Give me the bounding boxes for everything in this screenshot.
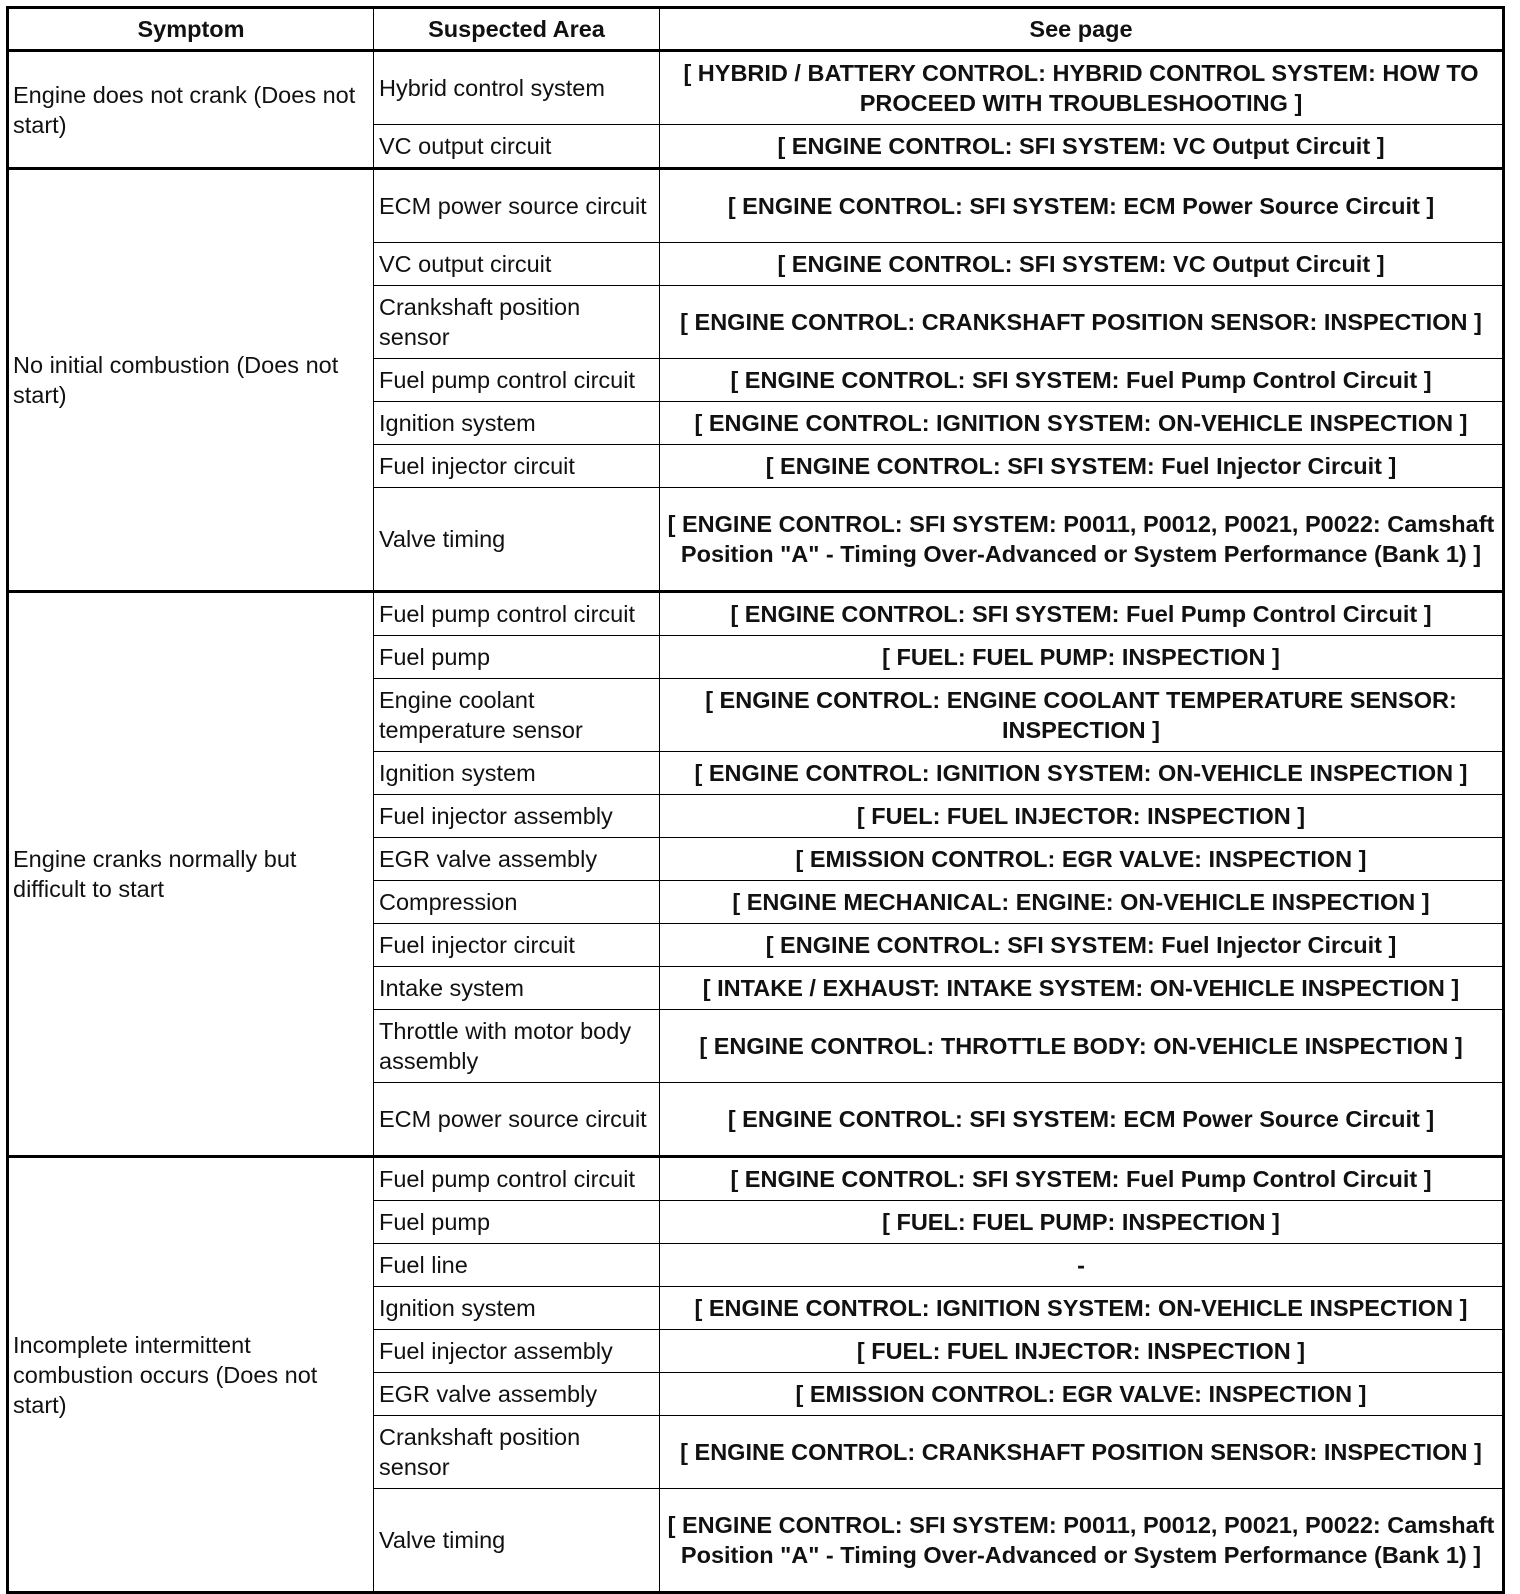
see-page-cell: [ ENGINE CONTROL: SFI SYSTEM: Fuel Pump Control Circuit ] (660, 592, 1504, 636)
suspected-area-cell: EGR valve assembly (374, 838, 660, 881)
see-page-cell: [ ENGINE CONTROL: CRANKSHAFT POSITION SENSOR: INSPECTION ] (660, 286, 1504, 359)
see-page-cell: [ FUEL: FUEL PUMP: INSPECTION ] (660, 636, 1504, 679)
suspected-area-cell: Fuel injector assembly (374, 1330, 660, 1373)
see-page-cell: [ ENGINE CONTROL: SFI SYSTEM: P0011, P0012, P0021, P0022: Camshaft Position "A" - Timing Over-Advanced or System Performance (Bank 1) ] (660, 488, 1504, 592)
see-page-cell: [ ENGINE CONTROL: SFI SYSTEM: Fuel Pump Control Circuit ] (660, 359, 1504, 402)
suspected-area-cell: Valve timing (374, 1489, 660, 1593)
see-page-cell: [ ENGINE CONTROL: IGNITION SYSTEM: ON-VEHICLE INSPECTION ] (660, 1287, 1504, 1330)
see-page-cell: [ ENGINE CONTROL: CRANKSHAFT POSITION SENSOR: INSPECTION ] (660, 1416, 1504, 1489)
suspected-area-cell: Fuel pump control circuit (374, 592, 660, 636)
suspected-area-cell: Ignition system (374, 752, 660, 795)
suspected-area-cell: Fuel pump control circuit (374, 1157, 660, 1201)
see-page-cell: [ FUEL: FUEL INJECTOR: INSPECTION ] (660, 1330, 1504, 1373)
suspected-area-cell: Ignition system (374, 1287, 660, 1330)
symptom-group (8, 169, 1504, 592)
see-page-cell: [ ENGINE CONTROL: SFI SYSTEM: ECM Power Source Circuit ] (660, 169, 1504, 243)
suspected-area-cell: Throttle with motor body assembly (374, 1010, 660, 1083)
suspected-area-cell: Ignition system (374, 402, 660, 445)
suspected-area-cell: EGR valve assembly (374, 1373, 660, 1416)
document-page (6, 6, 1502, 1594)
see-page-cell: [ EMISSION CONTROL: EGR VALVE: INSPECTION ] (660, 838, 1504, 881)
suspected-area-cell: Hybrid control system (374, 51, 660, 125)
suspected-area-cell: Fuel pump (374, 636, 660, 679)
see-page-cell: - (660, 1244, 1504, 1287)
suspected-area-cell: Crankshaft position sensor (374, 286, 660, 359)
see-page-cell: [ ENGINE CONTROL: SFI SYSTEM: P0011, P0012, P0021, P0022: Camshaft Position "A" - Timing Over-Advanced or System Performance (Bank 1) ] (660, 1489, 1504, 1593)
symptom-table (6, 6, 1505, 1594)
see-page-cell: [ ENGINE CONTROL: SFI SYSTEM: Fuel Pump Control Circuit ] (660, 1157, 1504, 1201)
symptom-cell: Engine cranks normally but difficult to start (8, 592, 374, 1157)
see-page-cell: [ ENGINE CONTROL: ENGINE COOLANT TEMPERATURE SENSOR: INSPECTION ] (660, 679, 1504, 752)
suspected-area-cell: Fuel pump control circuit (374, 359, 660, 402)
suspected-area-cell: VC output circuit (374, 125, 660, 169)
suspected-area-cell: Fuel line (374, 1244, 660, 1287)
see-page-cell: [ FUEL: FUEL PUMP: INSPECTION ] (660, 1201, 1504, 1244)
see-page-cell: [ ENGINE CONTROL: SFI SYSTEM: ECM Power Source Circuit ] (660, 1083, 1504, 1157)
suspected-area-cell: Fuel injector circuit (374, 924, 660, 967)
symptom-group (8, 1157, 1504, 1593)
see-page-cell: [ FUEL: FUEL INJECTOR: INSPECTION ] (660, 795, 1504, 838)
see-page-cell: [ ENGINE CONTROL: SFI SYSTEM: Fuel Injector Circuit ] (660, 924, 1504, 967)
symptom-cell: Incomplete intermittent combustion occurs (Does not start) (8, 1157, 374, 1593)
table-row (8, 1157, 1504, 1201)
see-page-cell: [ ENGINE CONTROL: IGNITION SYSTEM: ON-VEHICLE INSPECTION ] (660, 752, 1504, 795)
see-page-cell: [ HYBRID / BATTERY CONTROL: HYBRID CONTROL SYSTEM: HOW TO PROCEED WITH TROUBLESHOOTING ] (660, 51, 1504, 125)
suspected-area-cell: ECM power source circuit (374, 169, 660, 243)
see-page-cell: [ ENGINE CONTROL: SFI SYSTEM: Fuel Injector Circuit ] (660, 445, 1504, 488)
see-page-cell: [ EMISSION CONTROL: EGR VALVE: INSPECTION ] (660, 1373, 1504, 1416)
header-symptom: Symptom (8, 8, 374, 51)
suspected-area-cell: Fuel pump (374, 1201, 660, 1244)
symptom-cell: No initial combustion (Does not start) (8, 169, 374, 592)
see-page-cell: [ ENGINE CONTROL: THROTTLE BODY: ON-VEHICLE INSPECTION ] (660, 1010, 1504, 1083)
header-suspected-area: Suspected Area (374, 8, 660, 51)
suspected-area-cell: Compression (374, 881, 660, 924)
suspected-area-cell: Engine coolant temperature sensor (374, 679, 660, 752)
table-row (8, 592, 1504, 636)
see-page-cell: [ ENGINE CONTROL: SFI SYSTEM: VC Output Circuit ] (660, 125, 1504, 169)
symptom-group (8, 51, 1504, 169)
symptom-cell: Engine does not crank (Does not start) (8, 51, 374, 169)
header-see-page: See page (660, 8, 1504, 51)
header-row (8, 8, 1504, 51)
suspected-area-cell: Fuel injector circuit (374, 445, 660, 488)
see-page-cell: [ ENGINE CONTROL: IGNITION SYSTEM: ON-VEHICLE INSPECTION ] (660, 402, 1504, 445)
suspected-area-cell: Intake system (374, 967, 660, 1010)
suspected-area-cell: ECM power source circuit (374, 1083, 660, 1157)
suspected-area-cell: Crankshaft position sensor (374, 1416, 660, 1489)
symptom-group (8, 592, 1504, 1157)
suspected-area-cell: Valve timing (374, 488, 660, 592)
suspected-area-cell: Fuel injector assembly (374, 795, 660, 838)
see-page-cell: [ INTAKE / EXHAUST: INTAKE SYSTEM: ON-VEHICLE INSPECTION ] (660, 967, 1504, 1010)
table-row (8, 169, 1504, 243)
see-page-cell: [ ENGINE CONTROL: SFI SYSTEM: VC Output Circuit ] (660, 243, 1504, 286)
table-row (8, 51, 1504, 125)
suspected-area-cell: VC output circuit (374, 243, 660, 286)
see-page-cell: [ ENGINE MECHANICAL: ENGINE: ON-VEHICLE INSPECTION ] (660, 881, 1504, 924)
